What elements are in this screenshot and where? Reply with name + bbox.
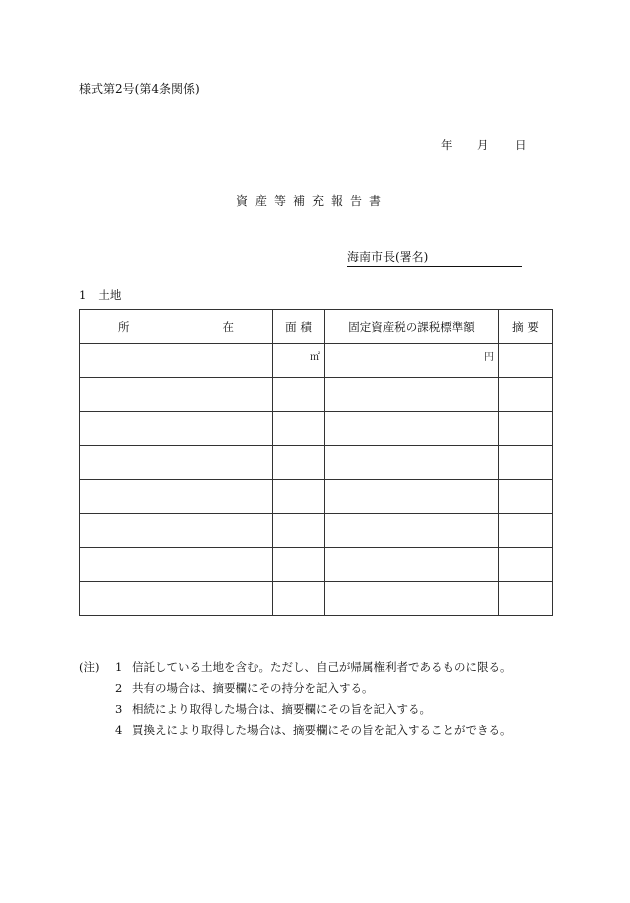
area-cell[interactable] [273,582,325,616]
date-day-label: 日 [515,138,527,152]
table-row [80,412,553,446]
note-text: 信託している土地を含む。ただし、自己が帰属権利者であるものに限る。 [132,660,512,674]
note-item [79,720,512,741]
note-cell[interactable] [499,480,553,514]
value-cell[interactable] [325,446,499,480]
area-cell[interactable] [273,378,325,412]
area-cell[interactable] [273,514,325,548]
location-cell[interactable] [80,548,273,582]
header-value: 固定資産税の課税標準額 [325,310,499,344]
note-cell[interactable] [499,446,553,480]
note-number: 4 [115,723,123,737]
addressee-signature-line [347,248,522,267]
note-number: 3 [115,702,123,716]
area-cell[interactable] [273,480,325,514]
location-cell[interactable] [80,344,273,378]
note-cell[interactable] [499,344,553,378]
date-month-label: 月 [477,138,489,152]
note-text: 共有の場合は、摘要欄にその持分を記入する。 [132,681,374,695]
table-header-row [80,310,553,344]
value-cell[interactable] [325,514,499,548]
section-number: 1 [79,288,87,302]
table-row [80,344,553,378]
note-item [79,657,512,678]
location-cell[interactable] [80,514,273,548]
value-cell[interactable] [325,582,499,616]
notes-prefix: (注) [79,660,100,674]
section-label: 土地 [98,288,122,302]
location-cell[interactable] [80,582,273,616]
note-number: 2 [115,681,123,695]
location-cell[interactable] [80,412,273,446]
form-number: 様式第2号(第4条関係) [79,82,200,96]
note-text: 相続により取得した場合は、摘要欄にその旨を記入する。 [132,702,431,716]
note-cell[interactable] [499,514,553,548]
note-number: 1 [115,660,123,674]
note-item [79,699,512,720]
location-cell[interactable] [80,378,273,412]
header-area: 面 積 [273,310,325,344]
section-heading [79,287,133,303]
document-title: 資産等補充報告書 [236,194,389,208]
value-cell[interactable] [325,378,499,412]
value-unit: 円 [484,352,494,363]
land-table [79,309,553,616]
header-location-right: 在 [222,319,234,334]
date-year-label: 年 [441,138,453,152]
table-row [80,378,553,412]
note-text: 買換えにより取得した場合は、摘要欄にその旨を記入することができる。 [132,723,512,737]
area-cell[interactable] [273,446,325,480]
table-row [80,514,553,548]
note-cell[interactable] [499,548,553,582]
header-note: 摘 要 [499,310,553,344]
location-cell[interactable] [80,480,273,514]
area-cell[interactable] [273,548,325,582]
note-cell[interactable] [499,378,553,412]
addressee-label: 海南市長(署名) [347,250,429,264]
area-cell[interactable] [273,412,325,446]
value-cell[interactable] [325,548,499,582]
table-row [80,480,553,514]
header-location [80,310,273,344]
value-cell[interactable] [325,344,499,378]
value-cell[interactable] [325,480,499,514]
date-line [441,137,527,153]
area-cell[interactable] [273,344,325,378]
value-cell[interactable] [325,412,499,446]
location-cell[interactable] [80,446,273,480]
table-row [80,548,553,582]
note-item [79,678,512,699]
header-location-left: 所 [118,319,130,334]
note-cell[interactable] [499,412,553,446]
note-cell[interactable] [499,582,553,616]
table-row [80,582,553,616]
notes-section [79,657,512,741]
table-row [80,446,553,480]
area-unit: ㎡ [310,352,320,363]
